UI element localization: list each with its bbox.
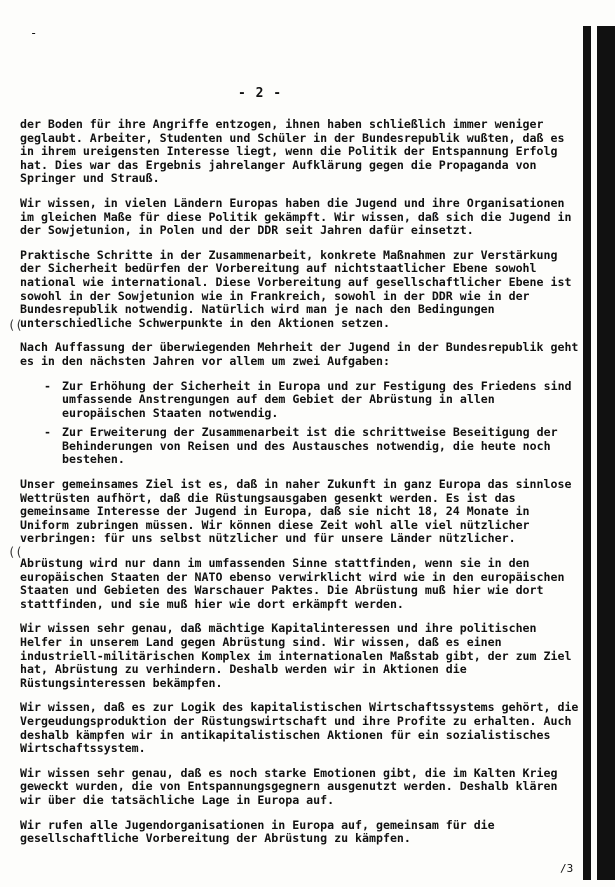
binder-hole-icon: (( bbox=[8, 545, 23, 559]
paragraph-4: Nach Auffassung der überwiegenden Mehrheit der Jugend in der Bundesrepublik geht es in den nächsten Jahren vor allem um zwei Aufgaben: bbox=[20, 340, 579, 368]
continuation-mark: /3 bbox=[560, 862, 574, 875]
paragraph-3: Praktische Schritte in der Zusammenarbeit, konkrete Maßnahmen zur Verstärkung der Sicherheit bedürfen der Vorbereitung auf nichtstaatlicher Ebene sowohl national wie international. Diese Vorbereitung auf gesellschaftlicher Ebene ist sowohl in der Sowjetunion wie in Frankreich, sowohl in der DDR wie in der Bundesrepublik notwendig. Natürlich wird man je nach den Bedingungen unterschiedliche Schwerpunkte in den Aktionen setzen. bbox=[20, 247, 572, 330]
paragraph-10: Wir rufen alle Jugendorganisationen in Europa auf, gemeinsam für die gesellschaftliche Vorbereitung der Abrüstung zu kämpfen. bbox=[20, 817, 495, 846]
document-body bbox=[20, 118, 580, 857]
paragraph-9: Wir wissen sehr genau, daß es noch starke Emotionen gibt, die im Kalten Krieg geweckt wurden, die von Entspannungsgegnern ausgenutzt werden. Deshalb klären wir über die tatsächliche Lage in Europa auf. bbox=[20, 765, 558, 807]
corner-mark: - bbox=[30, 26, 38, 40]
paragraph-6: Abrüstung wird nur dann im umfassenden Sinne stattfinden, wenn sie in den europäischen Staaten der NATO ebenso verwirklicht wird wie in den europäischen Staaten und Gebieten des Warschauer Paktes. Die Abrüstung muß hier wie dort stattfinden, und sie muß hier wie dort erkämpft werden. bbox=[20, 556, 565, 611]
paragraph-5: Unser gemeinsames Ziel ist es, daß in naher Zukunft in ganz Europa das sinnlose Wettrüsten aufhört, daß die Rüstungsausgaben gesenkt werden. Es ist das gemeinsame Interesse der Jugend in Europa, daß sie nicht 18, 24 Monate in Uniform zubringen müssen. Wir können diese Zeit wohl alle viel nützlicher verbringen: für uns selbst nützlicher und für unsere Länder nützlicher. bbox=[20, 477, 572, 546]
scan-edge bbox=[583, 26, 615, 880]
task-list bbox=[20, 380, 580, 468]
paragraph-2: Wir wissen, in vielen Ländern Europas haben die Jugend und ihre Organisationen im gleichen Maße für diese Politik gekämpft. Wir wissen, daß sich die Jugend in der Sowjetunion, in Polen und der DDR seit Jahren dafür einsetzt. bbox=[20, 195, 572, 238]
page-number: - 2 - bbox=[238, 86, 283, 101]
paragraph-8: Wir wissen, daß es zur Logik des kapitalistischen Wirtschaftssystems gehört, die Vergeudungsproduktion der Rüstungswirtschaft und ihre Profite zu erhalten. Auch deshalb kämpfen wir in antikapitalistischen Aktionen für ein sozialistisches Wirtschaftssystem. bbox=[20, 700, 579, 756]
binder-holes bbox=[8, 0, 23, 887]
paragraph-7: Wir wissen sehr genau, daß mächtige Kapitalinteressen und ihre politischen Helfer in unserem Land gegen Abrüstung sind. Wir wissen, daß es einen industriell-militärischen Komplex im internationalen Maßstab gibt, der zum Ziel hat, Abrüstung zu verhindern. Deshalb werden wir in Aktionen die Rüstungsinteressen bekämpfen. bbox=[20, 621, 572, 690]
list-item: - Zur Erhöhung der Sicherheit in Europa und zur Festigung des Friedens sind umfassende Anstrengungen auf dem Gebiet der Abrüstung in allen europäischen Staaten notwendig. bbox=[20, 380, 580, 421]
list-item: - Zur Erweiterung der Zusammenarbeit ist die schrittweise Beseitigung der Behinderungen von Reisen und des Austausches notwendig, die heute noch bestehen. bbox=[20, 426, 580, 467]
binder-hole-icon: (( bbox=[8, 318, 23, 332]
paragraph-1: der Boden für ihre Angriffe entzogen, ihnen haben schließlich immer weniger geglaubt. Arbeiter, Studenten und Schüler in der Bundesrepublik wußten, daß es in ihrem ureigensten Interesse liegt, wenn die Politik der Entspannung Erfolg hat. Dies war das Ergebnis jahrelanger Aufklärung gegen die Propaganda von Springer und Strauß. bbox=[20, 117, 565, 186]
